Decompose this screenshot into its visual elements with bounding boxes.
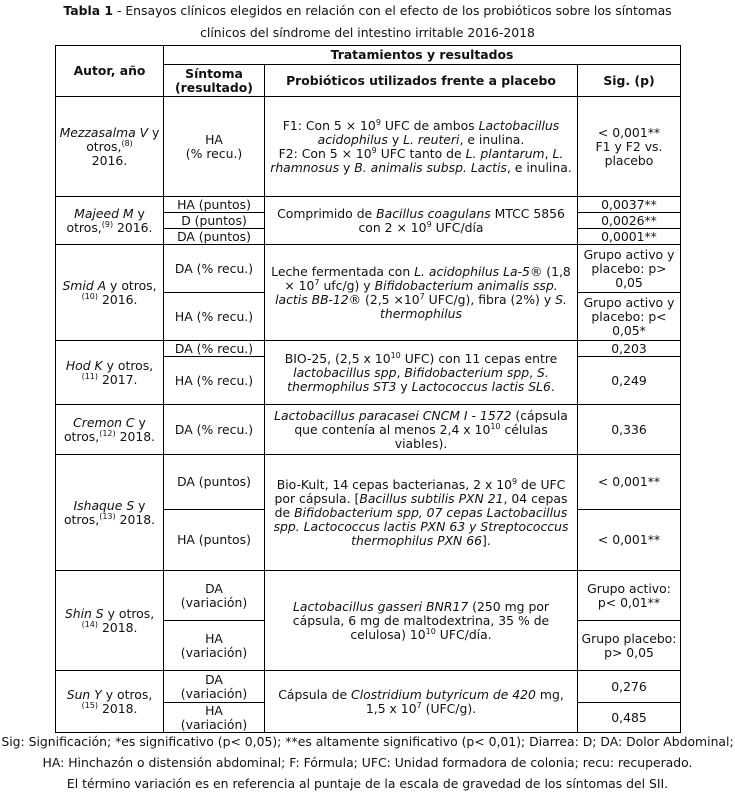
- exponent: 9: [375, 117, 381, 127]
- author-name: Shin S: [64, 605, 104, 621]
- author-year: 2016.: [113, 219, 153, 235]
- probiotic-text: (250 mg por cápsula, 6 mg de maltodextrina, 35 % de celulosa) 10: [292, 598, 550, 642]
- probiotic-cell: [265, 341, 578, 405]
- author-etal: y otros,: [63, 414, 146, 444]
- probiotic-text: células viables).: [394, 421, 548, 451]
- symptom-text: HA: [205, 702, 223, 718]
- species-name: lactobacillus spp: [293, 364, 397, 380]
- p-value: < 0,001**: [597, 124, 661, 140]
- probiotic-text: , e inulina.: [506, 159, 572, 175]
- reference-number: (14): [81, 619, 98, 629]
- probiotic-text: (UFC/g).: [421, 700, 477, 716]
- header-symptom: [164, 65, 265, 97]
- symptom-cell: DA (% recu.): [164, 341, 265, 357]
- symptom-cell: [164, 671, 265, 703]
- significance-cell: 0,276: [578, 671, 681, 703]
- author-cell: [56, 197, 164, 245]
- exponent: 7: [314, 277, 320, 287]
- species-name: L. reuteri: [403, 131, 460, 147]
- reference-number: (8): [121, 138, 133, 148]
- author-etal: y otros,: [106, 277, 157, 293]
- significance-cell: [578, 97, 681, 197]
- exponent: 7: [419, 291, 425, 301]
- author-etal: y otros,: [86, 124, 160, 154]
- symptom-text: HA: [205, 131, 223, 147]
- significance-cell: 0,249: [578, 357, 681, 405]
- author-cell: [56, 245, 164, 341]
- symptom-cell: HA (puntos): [164, 510, 265, 571]
- significance-cell: Grupo activo y placebo: p< 0,05*: [578, 293, 681, 341]
- probiotic-cell: [265, 571, 578, 671]
- symptom-result: (variación): [180, 685, 248, 701]
- author-year: 2016.: [91, 152, 128, 168]
- probiotic-text: UFC de ambos: [380, 117, 475, 133]
- author-year: 2018.: [115, 511, 156, 527]
- author-name: Cremon C: [73, 414, 135, 430]
- probiotic-text: y: [339, 159, 355, 175]
- significance-cell: 0,203: [578, 341, 681, 357]
- significance-cell: 0,0037**: [578, 197, 681, 213]
- author-cell: [56, 405, 164, 455]
- caption-text-1: - Ensayos clínicos elegidos en relación con el efecto de los probióticos sobre los síntomas: [113, 3, 672, 18]
- probiotic-text: BIO-25, (2,5 x 10: [284, 350, 391, 366]
- header-symptom-2: (resultado): [175, 79, 253, 95]
- probiotic-text: UFC) con 11 cepas entre: [400, 350, 558, 366]
- probiotic-text: , 04 cepas de: [274, 490, 568, 520]
- probiotic-text: Bio-Kult, 14 cepas bacterianas, 2 x 10: [276, 476, 512, 492]
- trials-table: [55, 45, 681, 733]
- author-name: Smid A: [62, 277, 107, 293]
- probiotic-text: (cápsula que contenía al menos 2,4 x 10: [294, 407, 568, 437]
- species-name: Bacillus coagulans: [376, 205, 491, 221]
- author-etal: y otros,: [63, 497, 146, 527]
- probiotic-text: UFC/día.: [435, 626, 492, 642]
- table-caption: [0, 0, 735, 44]
- probiotic-text: UFC tanto de: [376, 145, 466, 161]
- probiotic-cell: [265, 97, 578, 197]
- symptom-cell: DA (% recu.): [164, 405, 265, 455]
- probiotic-text: ,: [396, 364, 405, 380]
- author-year: 2016.: [98, 291, 138, 307]
- species-name: L. acidophilus La-5: [414, 263, 530, 279]
- symptom-cell: DA (puntos): [164, 455, 265, 510]
- probiotic-cell: [265, 197, 578, 245]
- registered-mark: ®: [529, 263, 543, 279]
- p-comparison: F1 y F2 vs. placebo: [595, 138, 663, 168]
- author-name: Sun Y: [66, 686, 102, 702]
- author-cell: [56, 455, 164, 571]
- author-name: Hod K: [65, 357, 103, 373]
- symptom-cell: HA (% recu.): [164, 293, 265, 341]
- species-name: Bacillus subtilis PXN 21: [359, 490, 504, 506]
- species-name: L. rhamnosus: [270, 145, 564, 175]
- author-etal: y otros,: [103, 605, 155, 621]
- significance-cell: 0,0026**: [578, 213, 681, 229]
- probiotic-cell: [265, 455, 578, 571]
- probiotic-text: mg, 1,5 x 10: [365, 686, 564, 716]
- footnote-1: Sig: Significación; *es significativo (p< 0,05); **es altamente significativo (p< 0,01); Diarrea: D; DA: Dolor Abdominal;: [1, 734, 734, 749]
- significance-cell: 0,336: [578, 405, 681, 455]
- symptom-cell: [164, 621, 265, 671]
- probiotic-text: Cápsula de: [278, 686, 352, 702]
- header-group: Tratamientos y resultados: [164, 46, 681, 65]
- symptom-text: DA: [205, 580, 223, 596]
- species-name: S. thermophilus: [380, 291, 567, 321]
- probiotic-text: , e inulina.: [459, 131, 525, 147]
- probiotic-text: de UFC por cápsula. [: [274, 476, 566, 506]
- species-name: Bifidobacterium spp: [404, 364, 530, 380]
- symptom-cell: DA (% recu.): [164, 245, 265, 293]
- probiotic-text: ufc/g) y: [319, 277, 375, 293]
- author-cell: [56, 571, 164, 671]
- author-name: Ishaque S: [73, 497, 135, 513]
- author-year: 2017.: [98, 371, 138, 387]
- reference-number: (13): [99, 511, 116, 521]
- symptom-cell: [164, 571, 265, 621]
- symptom-text: DA: [205, 671, 223, 687]
- exponent: 9: [426, 219, 432, 229]
- author-year: 2018.: [98, 619, 138, 635]
- species-name: Clostridium butyricum de 420: [351, 686, 536, 702]
- author-name: Majeed M: [74, 205, 134, 221]
- header-probiotics: Probióticos utilizados frente a placebo: [265, 65, 578, 97]
- author-etal: y otros,: [101, 686, 153, 702]
- significance-cell: Grupo activo y placebo: p> 0,05: [578, 245, 681, 293]
- species-name: Lactobacillus paracasei CNCM I - 1572: [274, 407, 512, 423]
- probiotic-text: y: [387, 131, 404, 147]
- probiotic-text: (1,8 × 10: [284, 263, 571, 293]
- author-year: 2018.: [115, 428, 156, 444]
- header-sig: Sig. (p): [578, 65, 681, 97]
- symptom-result: (% recu.): [185, 145, 243, 161]
- symptom-text: HA: [205, 630, 223, 646]
- symptom-cell: HA (puntos): [164, 197, 265, 213]
- probiotic-text: ].: [482, 532, 491, 548]
- footnote-2: HA: Hinchazón o distensión abdominal; F: Fórmula; UFC: Unidad formadora de colonia; recu: recuperado.: [42, 755, 693, 770]
- probiotic-text: .: [550, 378, 555, 394]
- reference-number: (10): [81, 291, 98, 301]
- probiotic-text: y: [396, 378, 412, 394]
- species-name: L. plantarum: [465, 145, 545, 161]
- reference-number: (15): [81, 700, 98, 710]
- significance-cell: 0,0001**: [578, 229, 681, 245]
- significance-cell: < 0,001**: [578, 510, 681, 571]
- reference-number: (11): [81, 371, 98, 381]
- probiotic-text: Comprimido de: [277, 205, 377, 221]
- probiotic-text: F2: Con 5 × 10: [278, 145, 372, 161]
- probiotic-text: MTCC 5856 con 2 × 10: [358, 205, 565, 235]
- author-cell: [56, 341, 164, 405]
- exponent: 9: [371, 145, 377, 155]
- reference-number: (9): [101, 219, 114, 229]
- probiotic-text: ,: [529, 364, 538, 380]
- probiotic-text: F1: Con 5 × 10: [282, 117, 376, 133]
- reference-number: (12): [99, 428, 116, 438]
- author-cell: [56, 671, 164, 733]
- significance-cell: 0,485: [578, 703, 681, 733]
- footnote-3: El término variación es en referencia al puntaje de la escala de gravedad de los síntomas del SII.: [66, 776, 669, 791]
- symptom-cell: [164, 703, 265, 733]
- symptom-cell: D (puntos): [164, 213, 265, 229]
- significance-cell: Grupo activo: p< 0,01**: [578, 571, 681, 621]
- probiotic-text: Leche fermentada con: [271, 263, 415, 279]
- species-name: S. thermophilus ST3: [287, 364, 549, 394]
- exponent: 10: [390, 350, 401, 360]
- author-name: Mezzasalma V: [59, 124, 149, 140]
- species-name: Lactobacillus acidophilus: [317, 117, 560, 147]
- significance-cell: < 0,001**: [578, 455, 681, 510]
- symptom-result: (variación): [180, 716, 248, 732]
- species-name: B. animalis subsp. Lactis: [354, 159, 507, 175]
- registered-mark: ®: [348, 291, 362, 307]
- exponent: 10: [490, 421, 501, 431]
- probiotic-text: UFC/día: [431, 219, 484, 235]
- probiotic-cell: [265, 405, 578, 455]
- symptom-result: (variación): [180, 644, 248, 660]
- author-etal: y otros,: [66, 205, 145, 235]
- probiotic-text: (2,5 ×10: [361, 291, 420, 307]
- probiotic-text: ,: [544, 145, 549, 161]
- author-etal: y otros,: [102, 357, 154, 373]
- symptom-cell: DA (puntos): [164, 229, 265, 245]
- author-cell: [56, 97, 164, 197]
- species-name: Lactobacillus gasseri BNR17: [293, 598, 469, 614]
- caption-label: Tabla 1: [63, 3, 113, 18]
- symptom-result: (variación): [180, 594, 248, 610]
- header-symptom-1: Síntoma: [185, 65, 243, 81]
- caption-line-2: clínicos del síndrome del intestino irritable 2016-2018: [200, 25, 535, 40]
- probiotic-cell: [265, 245, 578, 341]
- species-name: Lactococcus lactis SL6: [411, 378, 551, 394]
- symptom-cell: [164, 97, 265, 197]
- author-year: 2018.: [98, 700, 138, 716]
- exponent: 9: [511, 476, 518, 486]
- header-author: Autor, año: [56, 46, 164, 97]
- probiotic-text: UFC/g), fibra (2%) y: [424, 291, 556, 307]
- exponent: 10: [425, 626, 436, 636]
- symptom-cell: HA (% recu.): [164, 357, 265, 405]
- exponent: 7: [416, 700, 422, 710]
- probiotic-cell: [265, 671, 578, 733]
- significance-cell: Grupo placebo: p> 0,05: [578, 621, 681, 671]
- species-name: Bifidobacterium spp, 07 cepas Lactobacillus spp. Lactococcus lactis PXN 63 y Streptococcus thermophilus PXN 66: [273, 504, 569, 548]
- species-name: Bifidobacterium animalis ssp. lactis BB-12: [275, 277, 558, 307]
- caption-line-1: [0, 0, 735, 22]
